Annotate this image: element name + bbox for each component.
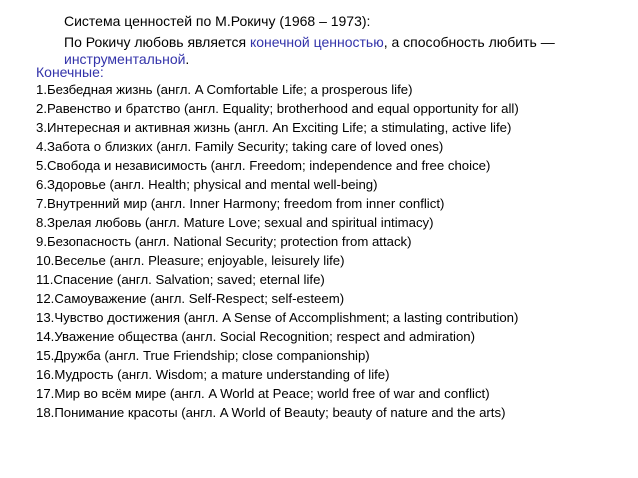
list-item: 18.Понимание красоты (англ. A World of Beauty; beauty of nature and the arts) <box>36 405 506 420</box>
list-item: 6.Здоровье (англ. Health; physical and mental well-being) <box>36 177 378 192</box>
list-item: 9.Безопасность (англ. National Security; protection from attack) <box>36 234 412 249</box>
header-statement <box>64 34 624 68</box>
list-item: 8.Зрелая любовь (англ. Mature Love; sexual and spiritual intimacy) <box>36 215 434 230</box>
header-title: Система ценностей по М.Рокичу (1968 – 1973): <box>64 13 371 29</box>
list-item: 17.Мир во всём мире (англ. A World at Peace; world free of war and conflict) <box>36 386 490 401</box>
list-item: 16.Мудрость (англ. Wisdom; a mature understanding of life) <box>36 367 390 382</box>
list-item: 7.Внутренний мир (англ. Inner Harmony; freedom from inner conflict) <box>36 196 445 211</box>
instrumental-value-term: инструментальной <box>64 51 186 67</box>
list-item: 15.Дружба (англ. True Friendship; close companionship) <box>36 348 370 363</box>
list-item: 10.Веселье (англ. Pleasure; enjoyable, leisurely life) <box>36 253 345 268</box>
list-item: 13.Чувство достижения (англ. A Sense of Accomplishment; a lasting contribution) <box>36 310 519 325</box>
terminal-value-term: конечной ценностью <box>249 34 384 50</box>
list-item: 2.Равенство и братство (англ. Equality; brotherhood and equal opportunity for all) <box>36 101 519 116</box>
list-item: 3.Интересная и активная жизнь (англ. An Exciting Life; a stimulating, active life) <box>36 120 512 135</box>
header-statement-start: По Рокичу любовь является <box>64 34 250 50</box>
list-item: 14.Уважение общества (англ. Social Recognition; respect and admiration) <box>36 329 476 344</box>
header-statement-end: . <box>185 51 190 67</box>
slide-header <box>64 13 624 68</box>
list-item: 12.Самоуважение (англ. Self-Respect; self-esteem) <box>36 291 345 306</box>
list-item: 4.Забота о близких (англ. Family Security; taking care of loved ones) <box>36 139 444 154</box>
terminal-values-list <box>36 80 632 422</box>
terminal-values-heading: Конечные: <box>36 64 104 80</box>
list-item: 1.Безбедная жизнь (англ. A Comfortable Life; a prosperous life) <box>36 82 413 97</box>
header-statement-middle: , а способность любить — <box>383 34 555 50</box>
list-item: 11.Спасение (англ. Salvation; saved; eternal life) <box>36 272 325 287</box>
list-item: 5.Свобода и независимость (англ. Freedom; independence and free choice) <box>36 158 491 173</box>
